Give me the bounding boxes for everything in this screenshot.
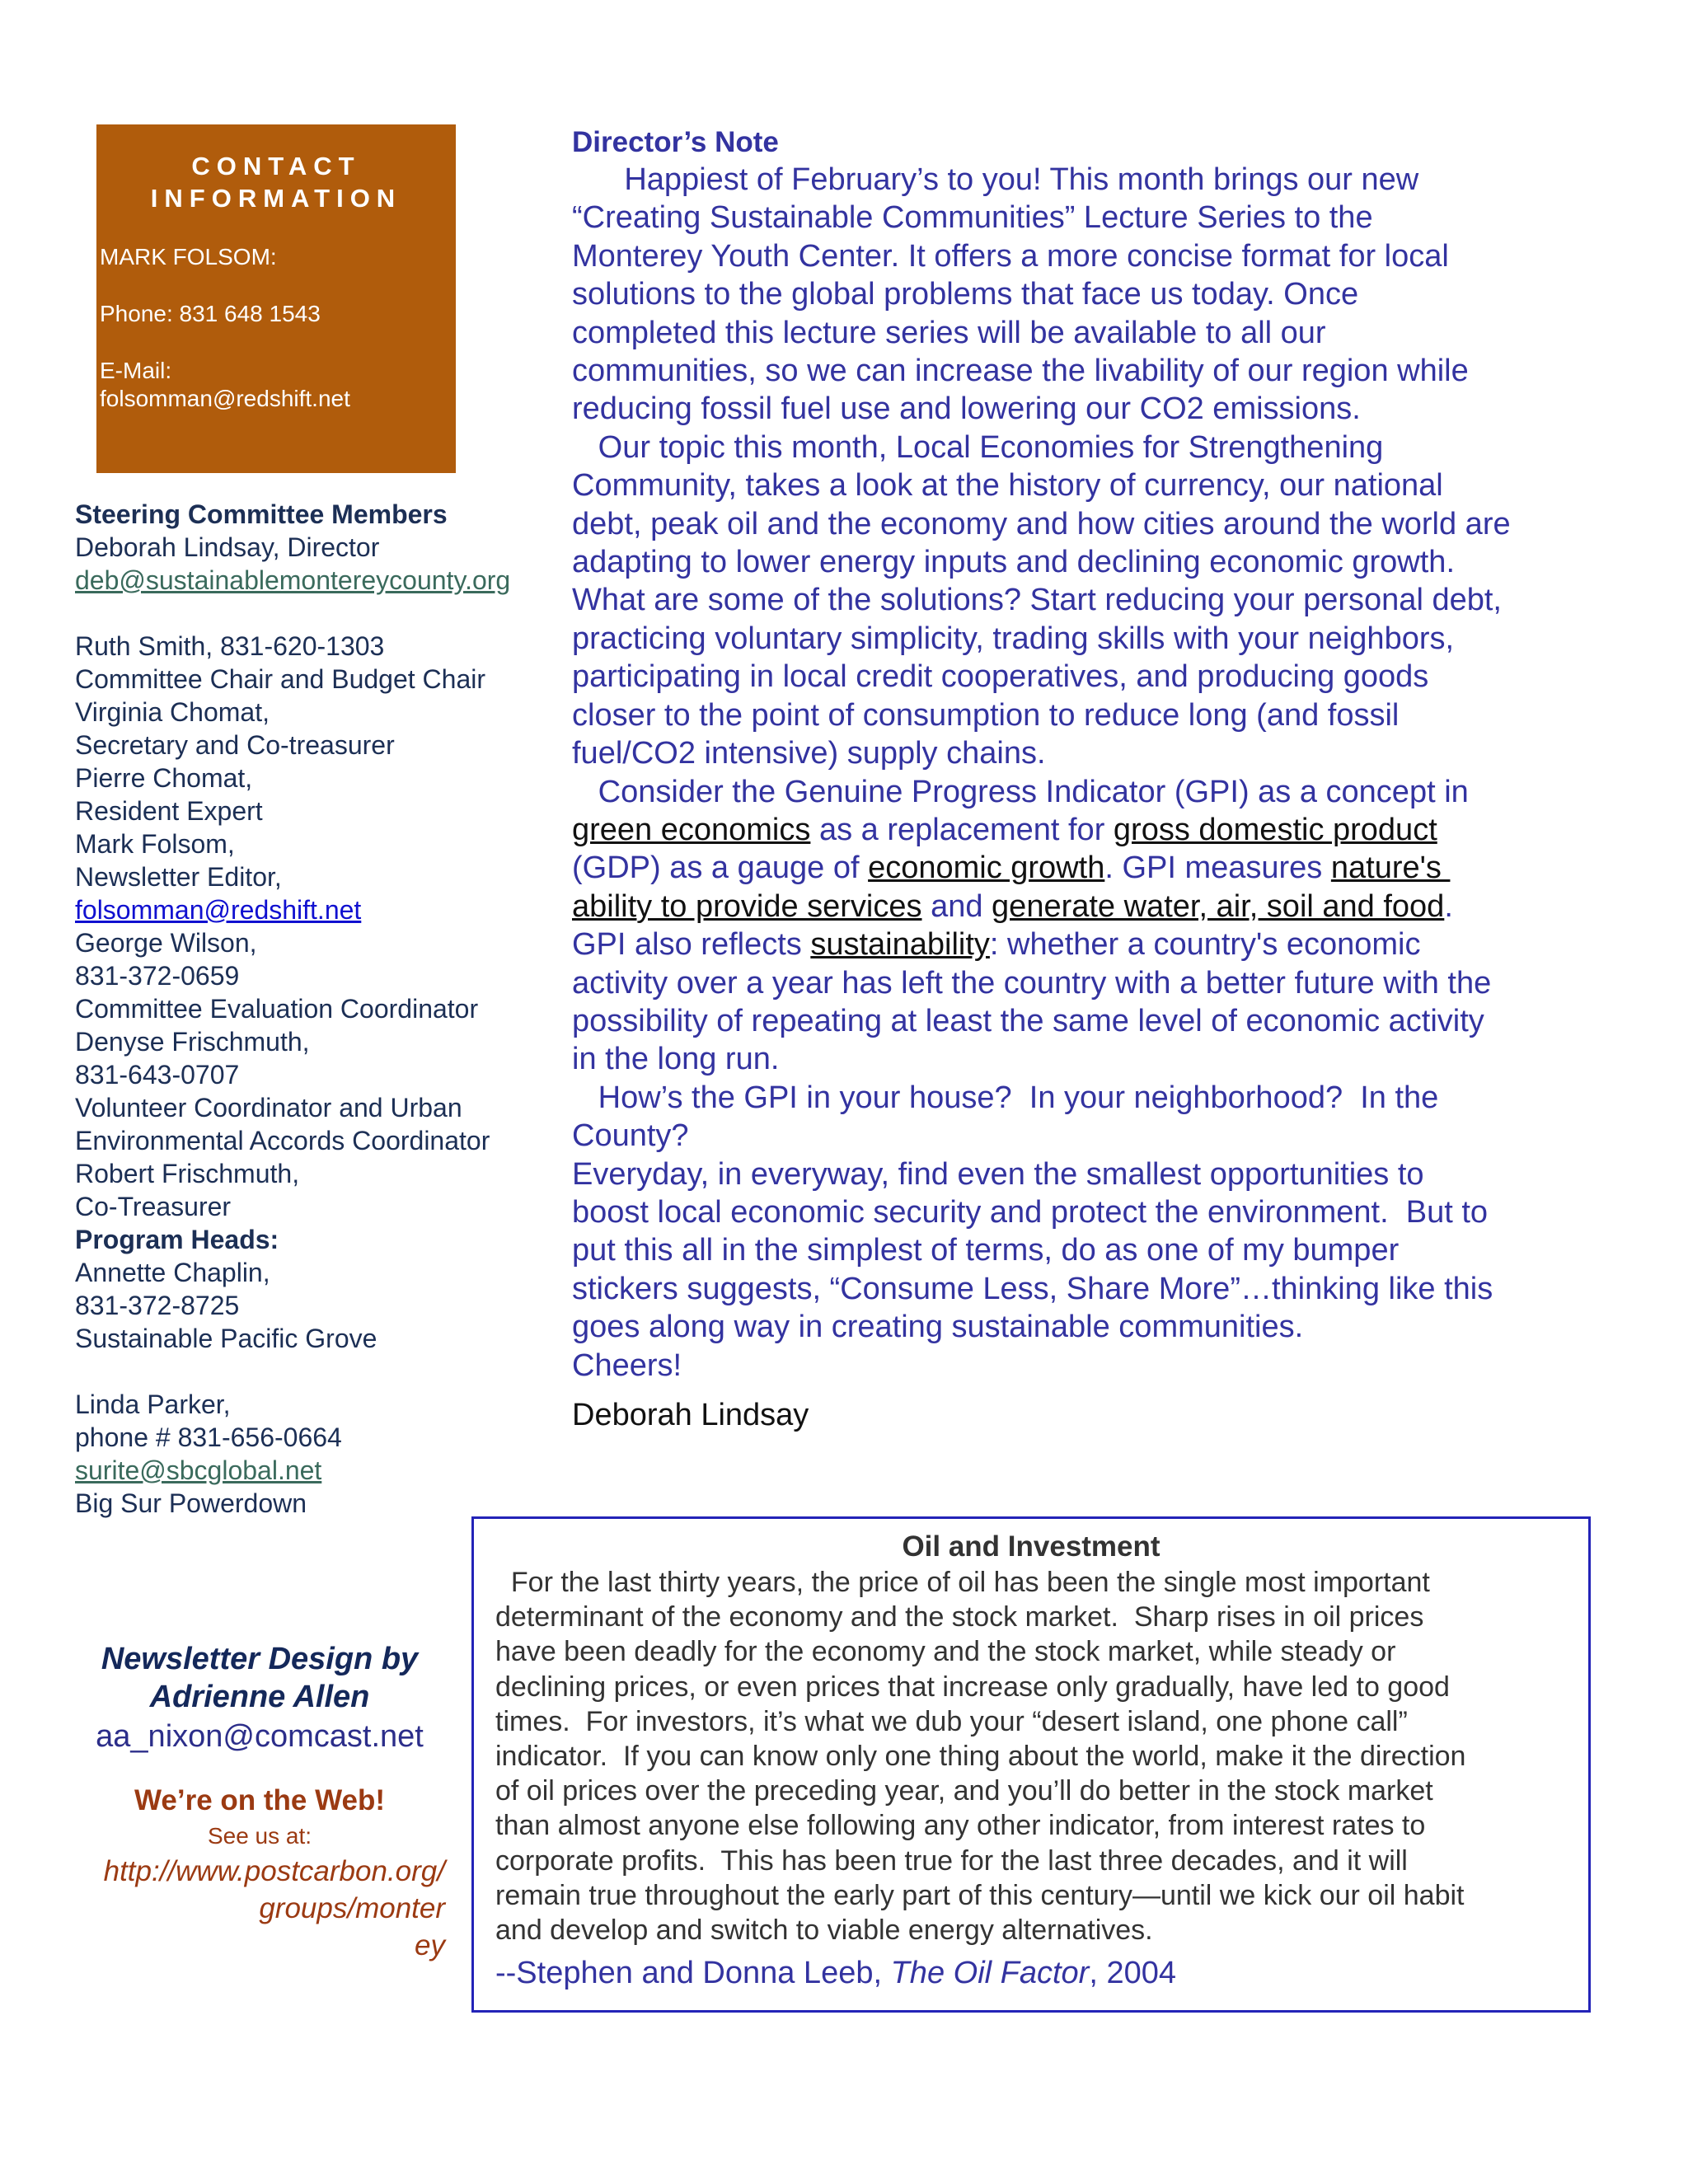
text-line: practicing voluntary simplicity, trading skills with your neighbors, (572, 621, 1455, 656)
oil-box-title: Oil and Investment (902, 1530, 1160, 1563)
spacer (75, 597, 537, 630)
text-line: Big Sur Powerdown (75, 1488, 307, 1518)
website-url-line: http://www.postcarbon.org/ (103, 1855, 445, 1887)
text-line: Our topic this month, Local Economies for Strengthening (572, 429, 1384, 465)
note-text: GPI also reflects (572, 927, 811, 963)
design-credit-line: Newsletter Design by (101, 1642, 419, 1676)
text-line: 831-372-8725 (75, 1291, 240, 1320)
text-line: What are some of the solutions? Start reducing your personal debt, (572, 583, 1502, 618)
text-line: reducing fossil fuel use and lowering our CO2 emissions. (572, 391, 1361, 427)
text-line: Environmental Accords Coordinator (75, 1126, 490, 1155)
committee-list-a (75, 531, 537, 564)
text-line: Newsletter Editor, (75, 862, 282, 892)
text-line: remain true throughout the early part of this century—until we kick our oil habit (495, 1879, 1465, 1911)
oil-investment-box (471, 1516, 1591, 2013)
link-sustainability[interactable]: sustainability (810, 927, 990, 963)
committee-list-d (75, 1256, 537, 1355)
note-paragraph (572, 1079, 1586, 1385)
oil-box-citation (495, 1954, 1176, 1992)
text-line: communities, so we can increase the livability of our region while (572, 354, 1469, 389)
text-line: put this all in the simplest of terms, do as one of my bumper (572, 1233, 1400, 1268)
website-url-line: groups/monter (259, 1892, 445, 1924)
text-line: Ruth Smith, 831-620-1303 (75, 631, 385, 661)
link-green-economics[interactable]: green economics (572, 812, 811, 847)
text-line: corporate profits. This has been true for the last three decades, and it will (495, 1844, 1408, 1877)
text-line: Committee Evaluation Coordinator (75, 994, 479, 1024)
contact-phone: Phone: 831 648 1543 (100, 301, 321, 326)
text-line: Co-Treasurer (75, 1192, 232, 1221)
text-line: Deborah Lindsay, Director (75, 532, 380, 562)
text-line: than almost anyone else following any other indicator, from interest rates to (495, 1810, 1426, 1842)
note-text: (GDP) as a gauge of (572, 851, 869, 886)
note-line (572, 811, 1586, 849)
committee-list-f (75, 1487, 537, 1520)
web-see-us: See us at: (207, 1823, 312, 1849)
text-line: Denyse Frischmuth, (75, 1027, 310, 1057)
text-line: How’s the GPI in your house? In your neighborhood? In the (572, 1080, 1439, 1115)
note-text: as a replacement for (810, 812, 1114, 847)
text-line: times. For investors, it’s what we dub your “desert island, one phone call” (495, 1705, 1408, 1737)
website-url-line: ey (415, 1929, 445, 1961)
text-line: possibility of repeating at least the same level of economic activity (572, 1003, 1484, 1038)
text-line: Volunteer Coordinator and Urban (75, 1093, 462, 1122)
text-line: Annette Chaplin, (75, 1258, 270, 1287)
text-line: have been deadly for the economy and the stock market, while steady or (495, 1636, 1396, 1668)
text-line: indicator. If you can know only one thing about the world, make it the direction (495, 1741, 1466, 1773)
committee-email-link[interactable]: surite@sbcglobal.net (75, 1455, 322, 1485)
web-heading: We’re on the Web! (134, 1784, 385, 1816)
note-line: Consider the Genuine Progress Indicator (GPI) as a concept in (572, 774, 1469, 809)
design-email[interactable]: aa_nixon@comcast.net (96, 1719, 424, 1754)
text-line: 831-643-0707 (75, 1060, 240, 1090)
note-paragraph (572, 161, 1586, 429)
note-paragraph-gpi (572, 773, 1586, 1079)
text-line: County? (572, 1118, 689, 1154)
text-line: declining prices, or even prices that increase only gradually, have led to good (495, 1671, 1450, 1703)
contact-title-line1: CONTACT (191, 152, 361, 180)
link-natures-ability[interactable]: ability to provide services (572, 888, 922, 924)
text-line: George Wilson, (75, 928, 257, 958)
text-line: For the last thirty years, the price of oil has been the single most important (495, 1567, 1430, 1598)
note-line (572, 888, 1586, 926)
design-credit (58, 1640, 462, 1961)
note-text: . GPI measures (1104, 851, 1331, 886)
text-line: phone # 831-656-0664 (75, 1422, 342, 1452)
citation-year: , 2004 (1089, 1956, 1176, 1990)
note-signature: Deborah Lindsay (572, 1398, 809, 1432)
committee-list-e (75, 1388, 537, 1454)
link-economic-growth[interactable]: economic growth (868, 851, 1105, 886)
note-paragraph (572, 429, 1586, 773)
text-line: Everyday, in everyway, find even the smallest opportunities to (572, 1156, 1424, 1192)
website-link[interactable] (58, 1853, 445, 1961)
text-line: activity over a year has left the country with a better future with the (572, 965, 1492, 1001)
text-line: Sustainable Pacific Grove (75, 1324, 377, 1353)
contact-email: folsomman@redshift.net (100, 386, 350, 411)
contact-info-box (96, 124, 456, 473)
note-paragraph-rest (572, 964, 1586, 1079)
text-line: “Creating Sustainable Communities” Lecture Series to the (572, 200, 1373, 236)
note-text: and (921, 888, 992, 924)
text-line: of oil prices over the preceding year, and you’ll do better in the stock market (495, 1775, 1433, 1807)
contact-name: MARK FOLSOM: (100, 244, 277, 269)
text-line: Cheers! (572, 1347, 682, 1383)
spacer (75, 1355, 537, 1388)
text-line: Virginia Chomat, (75, 697, 270, 727)
text-line: 831-372-0659 (75, 961, 240, 991)
text-line: adapting to lower energy inputs and declining economic growth. (572, 545, 1455, 580)
text-line: Linda Parker, (75, 1390, 231, 1419)
citation-book-title: The Oil Factor (890, 1956, 1090, 1990)
contact-title (96, 150, 456, 214)
text-line: Committee Chair and Budget Chair (75, 664, 486, 694)
text-line: stickers suggests, “Consume Less, Share More”…thinking like this (572, 1271, 1493, 1306)
citation-authors: --Stephen and Donna Leeb, (495, 1956, 891, 1990)
committee-email-link[interactable]: folsomman@redshift.net (75, 895, 362, 925)
link-natures-ability[interactable]: nature's (1330, 851, 1451, 886)
text-line: Mark Folsom, (75, 829, 235, 859)
text-line: Monterey Youth Center. It offers a more concise format for local (572, 238, 1449, 274)
directors-note (572, 124, 1586, 1434)
text-line: Resident Expert (75, 796, 263, 826)
note-heading: Director’s Note (572, 126, 779, 158)
text-line: completed this lecture series will be available to all our (572, 315, 1326, 350)
design-credit-name: Adrienne Allen (149, 1680, 370, 1714)
text-line: debt, peak oil and the economy and how cities around the world are (572, 506, 1511, 541)
text-line: Secretary and Co-treasurer (75, 730, 395, 760)
design-credit-title (58, 1640, 462, 1716)
committee-list-c (75, 926, 537, 1223)
committee-email-link[interactable]: deb@sustainablemontereycounty.org (75, 565, 511, 595)
text-line: determinant of the economy and the stock market. Sharp rises in oil prices (495, 1601, 1424, 1633)
text-line: Robert Frischmuth, (75, 1159, 300, 1188)
text-line: and develop and switch to viable energy alternatives. (495, 1915, 1153, 1947)
committee-list-b (75, 630, 537, 893)
text-line: in the long run. (572, 1042, 780, 1077)
steering-committee (75, 498, 537, 1520)
text-line: solutions to the global problems that face us today. Once (572, 277, 1359, 312)
committee-heading: Steering Committee Members (75, 499, 448, 529)
text-line: closer to the point of consumption to reduce long (and fossil (572, 697, 1400, 733)
text-line: participating in local credit cooperatives, and producing goods (572, 659, 1429, 695)
oil-box-body (495, 1565, 1583, 1947)
text-line: Community, takes a look at the history of currency, our national (572, 468, 1443, 504)
contact-title-line2: INFORMATION (150, 184, 402, 213)
note-line (572, 849, 1586, 887)
text-line: Happiest of February’s to you! This month brings our new (572, 162, 1419, 197)
link-gross-domestic-product[interactable]: gross domestic product (1113, 812, 1437, 847)
note-line (572, 926, 1586, 963)
link-generate-water[interactable]: generate water, air, soil and food (992, 888, 1445, 924)
text-line: Pierre Chomat, (75, 763, 253, 793)
program-heads-heading: Program Heads: (75, 1225, 279, 1254)
text-line: fuel/CO2 intensive) supply chains. (572, 736, 1046, 771)
note-text: : whether a country's economic (989, 927, 1421, 963)
contact-email-label: E-Mail: (100, 358, 172, 383)
note-text: . (1444, 888, 1453, 924)
text-line: boost local economic security and protect the environment. But to (572, 1194, 1489, 1230)
text-line: goes along way in creating sustainable communities. (572, 1310, 1304, 1345)
